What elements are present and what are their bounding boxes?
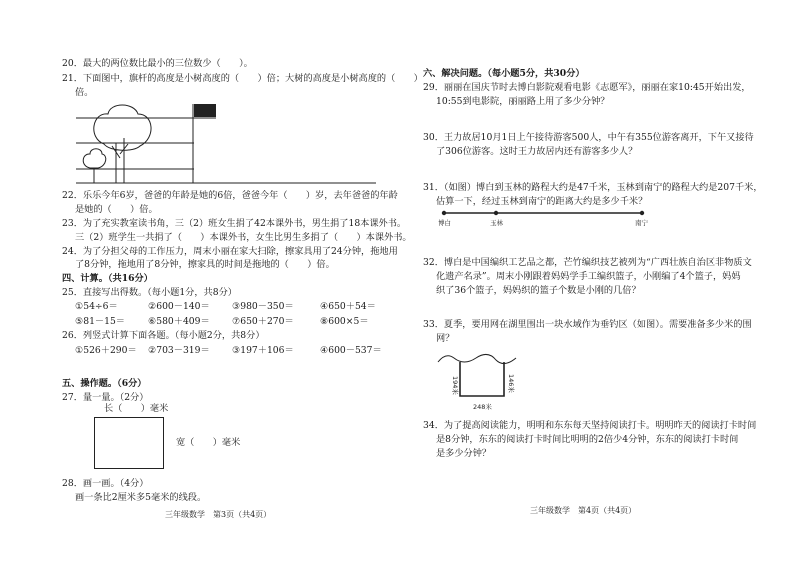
length-label: 长（ ）毫米 xyxy=(104,403,169,414)
question-22: 22．乐乐今年6岁，爸爸的年龄是她的6倍，爸爸今年（ ）岁，去年爸爸的年龄 xyxy=(62,190,398,201)
question-32: 32．博白是中国编织工艺品之都，芒竹编织技艺被列为“广西壮族自治区非物质文 xyxy=(423,257,752,268)
question-25: 25．直接写出得数。（每小题1分，共8分） xyxy=(62,287,237,298)
city-label-yulin: 玉林 xyxy=(490,219,503,227)
question-21-tail: 倍。 xyxy=(75,87,94,98)
question-20: 20．最大的两位数比最小的三位数少（ ）。 xyxy=(62,58,253,69)
question-31-line2: 估算一下，经过玉林到南宁的距离大约是多少千米？ xyxy=(436,196,648,207)
calc-item: ⑦650＋270＝ xyxy=(232,316,294,327)
question-22-line2: 是她的（ ）倍。 xyxy=(75,204,158,215)
question-23: 23．为了充实教室读书角，三（2）班女生捐了42本课外书，男生捐了18本课外书。 xyxy=(62,218,407,229)
question-34: 34．为了提高阅读能力，明明和东东每天坚持阅读打卡。明明昨天的阅读打卡时间 xyxy=(423,420,757,431)
question-33-line2: 网？ xyxy=(436,333,455,344)
tree-flagpole-figure xyxy=(76,98,376,186)
question-27: 27．量一量。（2分） xyxy=(62,392,149,403)
section-4-title: 四、计算。（共16分） xyxy=(62,273,153,284)
question-28-task: 画一条比2厘米多5毫米的线段。 xyxy=(75,492,207,503)
question-24-line2: 了8分钟，拖地用了8分钟，擦家具的时间是拖地的（ ）倍。 xyxy=(75,259,335,270)
question-26: 26．列竖式计算下面各题。（每小题2分，共8分） xyxy=(62,330,265,341)
vertical-calc-item: ③197＋106＝ xyxy=(232,345,294,356)
question-32-line3: 织了36个篮子，妈妈织的篮子个数是小刚的几倍？ xyxy=(436,285,641,296)
page-footer: 三年级数学 第4页（共4页） xyxy=(530,506,637,515)
question-21: 21．下面图中，旗杆的高度是小树高度的（ ）倍；大树的高度是小树高度的（ ） xyxy=(62,73,423,84)
width-label: 宽（ ）毫米 xyxy=(176,437,241,448)
question-24: 24．为了分担父母的工作压力，周末小丽在家大扫除，擦家具用了24分钟，拖地用 xyxy=(62,246,398,257)
question-23-line2: 三（2）班学生一共捐了（ ）本课外书，女生比男生多捐了（ ）本课外书。 xyxy=(75,232,412,243)
question-34-line2: 是8分钟，东东的阅读打卡时间比明明的2倍少4分钟，东东的阅读打卡时间 xyxy=(436,434,739,445)
question-34-line3: 是多少分钟？ xyxy=(436,448,492,459)
question-28: 28．画一画。（4分） xyxy=(62,478,149,489)
calc-item: ⑤81－15＝ xyxy=(75,316,125,327)
calc-item: ④650＋54＝ xyxy=(320,301,376,312)
calc-item: ①54÷6＝ xyxy=(75,301,118,312)
question-29-line2: 10:55到电影院，丽丽路上用了多少分钟？ xyxy=(436,96,610,107)
question-31: 31．（如图）博白到玉林的路程大约是47千米，玉林到南宁的路程大约是207千米， xyxy=(423,182,763,193)
calc-item: ⑧600×5＝ xyxy=(320,316,369,327)
calc-item: ③980－350＝ xyxy=(232,301,294,312)
question-30-line2: 了306位游客。这时王力故居内还有游客多少人？ xyxy=(436,146,638,157)
measure-rectangle xyxy=(94,417,164,469)
page-footer: 三年级数学 第3页（共4页） xyxy=(165,510,272,519)
question-30: 30．王力故居10月1日上午接待游客500人，中午有355位游客离开，下午又接待 xyxy=(423,132,754,143)
vertical-calc-item: ①526＋290＝ xyxy=(75,345,137,356)
bottom-side-length: 248米 xyxy=(473,403,492,411)
right-side-length: 146米 xyxy=(507,374,515,393)
city-label-bobai: 博白 xyxy=(438,219,451,227)
city-label-nanning: 南宁 xyxy=(635,219,648,227)
section-6-title: 六、解决问题。（每小题5分，共30分） xyxy=(423,68,585,79)
question-33: 33．夏季，要用网在湖里围出一块水域作为垂钓区（如图）。需要准备多少米的围 xyxy=(423,319,752,330)
calc-item: ⑥580＋409＝ xyxy=(148,316,210,327)
route-line-figure xyxy=(432,203,662,229)
fishing-area-figure xyxy=(436,346,526,416)
left-side-length: 194米 xyxy=(451,376,459,395)
section-5-title: 五、操作题。（6分） xyxy=(62,378,147,389)
calc-item: ②600－140＝ xyxy=(148,301,210,312)
question-32-line2: 化遗产名录”。周末小刚跟着妈妈学手工编织篮子，小刚编了4个篮子，妈妈 xyxy=(436,271,741,282)
question-29: 29．丽丽在国庆节时去博白影院观看电影《志愿军》，丽丽在家10:45开始出发， xyxy=(423,82,751,93)
vertical-calc-item: ④600－537＝ xyxy=(320,345,382,356)
vertical-calc-item: ②703－319＝ xyxy=(148,345,210,356)
